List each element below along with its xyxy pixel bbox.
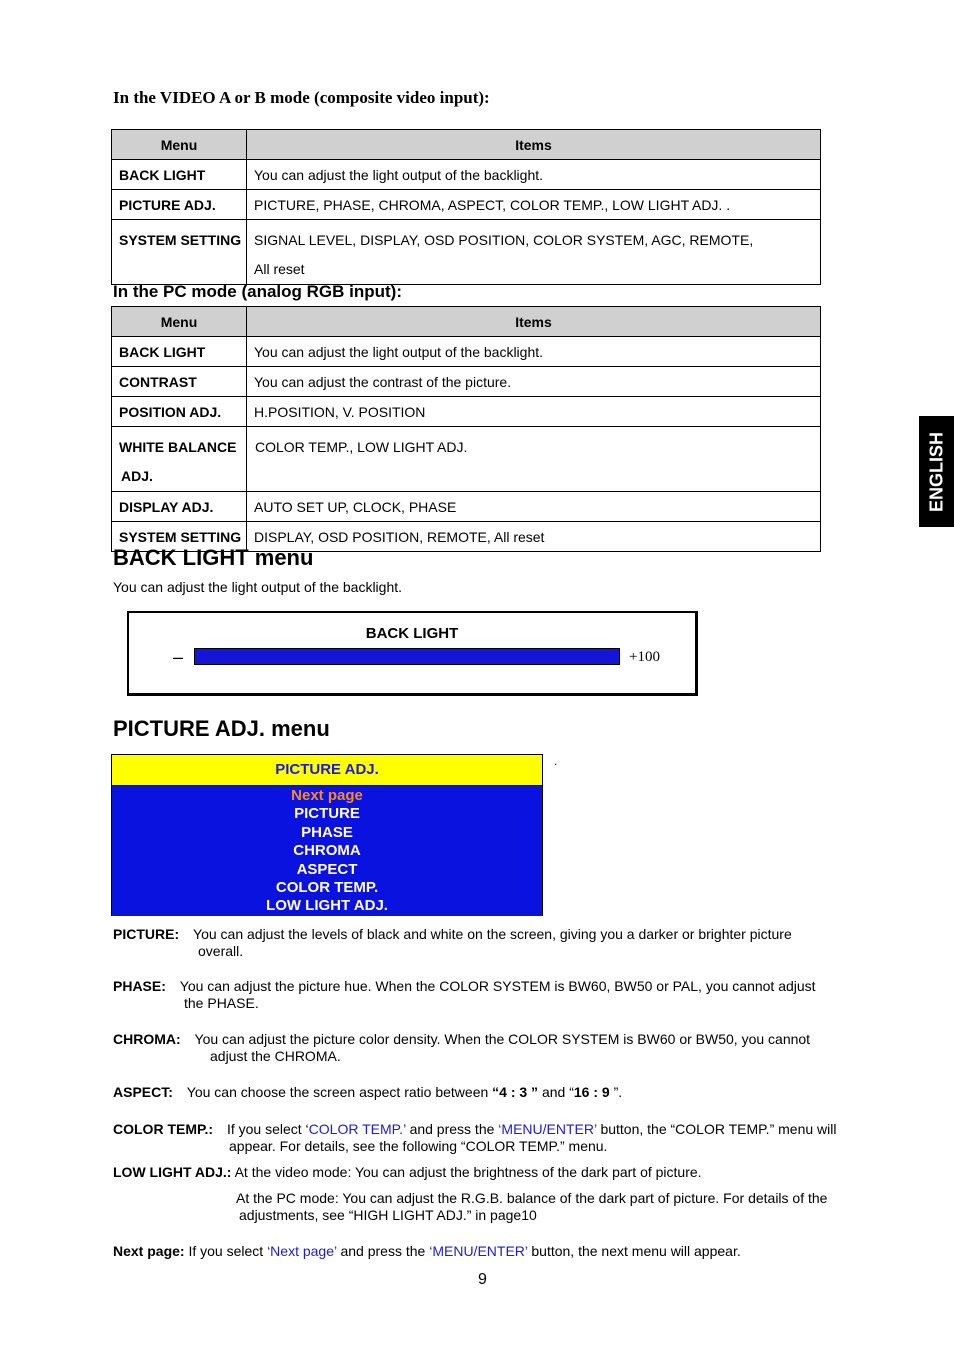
description-label: PICTURE: (113, 926, 180, 942)
description-label: Next page: (113, 1243, 185, 1259)
description-label: CHROMA: (113, 1031, 181, 1047)
menu-cell (112, 427, 247, 492)
backlight-slider[interactable] (194, 648, 620, 665)
menu-item-picture[interactable]: PICTURE (294, 805, 360, 823)
description-text: At the video mode: You can adjust the brightness of the dark part of picture. (234, 1164, 702, 1180)
description-text: and “ (541, 1084, 574, 1100)
description-text: You can adjust the picture color density. When the COLOR SYSTEM is BW60 or BW50, you cannot (194, 1031, 811, 1047)
items-cell: AUTO SET UP, CLOCK, PHASE (247, 492, 821, 522)
picture-adj-osd-list (112, 786, 542, 916)
color-temp-link: COLOR TEMP.’ (308, 1121, 406, 1137)
items-cell: You can adjust the light output of the backlight. (247, 160, 821, 190)
description-text: button, the next menu will appear. (531, 1243, 741, 1259)
menu-item-low-light-adj[interactable]: LOW LIGHT ADJ. (266, 897, 388, 915)
video-mode-table (111, 129, 821, 285)
menu-item-chroma[interactable]: CHROMA (293, 842, 361, 860)
menu-cell: SYSTEM SETTING (112, 220, 247, 285)
description-text: button, the “COLOR TEMP.” menu will (600, 1121, 837, 1137)
menu-item-aspect[interactable]: ASPECT (296, 860, 358, 878)
table-row (112, 220, 821, 285)
ratio-4-3: “4 : 3 ” (492, 1084, 539, 1100)
backlight-heading: BACK LIGHT menu (113, 545, 314, 570)
table-row (112, 367, 821, 397)
description-continuation: At the PC mode: You can adjust the R.G.B. balance of the dark part of picture. For details of the (236, 1190, 828, 1206)
table-row (112, 492, 821, 522)
table-row (112, 190, 821, 220)
minus-sign: – (173, 647, 184, 667)
next-page-description (113, 1243, 741, 1260)
backlight-osd (127, 611, 698, 696)
table-header-row (112, 130, 821, 160)
table-row (112, 337, 821, 367)
items-line: SIGNAL LEVEL, DISPLAY, OSD POSITION, COLOR SYSTEM, AGC, REMOTE, (254, 232, 754, 248)
description-text: and press the (340, 1243, 426, 1259)
chroma-description (113, 1031, 810, 1048)
column-header-items: Items (247, 307, 821, 337)
backlight-description: You can adjust the light output of the backlight. (113, 579, 403, 595)
dot-mark: . (554, 754, 558, 768)
ratio-16-9: 16 : 9 (573, 1084, 610, 1100)
picture-adj-heading: PICTURE ADJ. menu (113, 716, 330, 741)
description-text: If you select ‘ (226, 1121, 309, 1137)
backlight-slider-fill (195, 649, 619, 664)
description-label: COLOR TEMP.: (113, 1121, 214, 1137)
description-continuation: adjustments, see “HIGH LIGHT ADJ.” in page10 (239, 1207, 537, 1223)
next-page-link: ‘Next page’ (267, 1243, 337, 1259)
items-cell: COLOR TEMP., LOW LIGHT ADJ. (247, 427, 821, 492)
pc-mode-table (111, 306, 821, 552)
description-continuation: appear. For details, see the following “COLOR TEMP.” menu. (229, 1138, 608, 1154)
description-text: If you select (188, 1243, 264, 1259)
aspect-description (113, 1084, 622, 1101)
table-row (112, 160, 821, 190)
items-cell: You can adjust the light output of the backlight. (247, 337, 821, 367)
description-label: ASPECT: (113, 1084, 173, 1100)
table-header-row (112, 307, 821, 337)
picture-adj-osd-title: PICTURE ADJ. (112, 755, 542, 786)
menu-enter-link: ‘MENU/ENTER’ (498, 1121, 597, 1137)
items-cell (247, 220, 821, 285)
pc-mode-heading: In the PC mode (analog RGB input): (113, 282, 402, 301)
menu-cell: SYSTEM SETTING (112, 522, 247, 552)
language-tab (919, 416, 954, 527)
items-cell: You can adjust the contrast of the picture. (247, 367, 821, 397)
items-cell: H.POSITION, V. POSITION (247, 397, 821, 427)
menu-line: ADJ. (121, 468, 153, 484)
picture-description (113, 926, 792, 943)
table-row (112, 397, 821, 427)
backlight-osd-title: BACK LIGHT (365, 625, 459, 642)
video-mode-heading: In the VIDEO A or B mode (composite video input): (113, 88, 490, 107)
backlight-max-value: +100 (629, 649, 660, 665)
menu-cell: POSITION ADJ. (112, 397, 247, 427)
menu-cell: DISPLAY ADJ. (112, 492, 247, 522)
phase-description (113, 978, 816, 995)
table-row (112, 427, 821, 492)
low-light-description (113, 1164, 702, 1181)
page-number: 9 (478, 1271, 487, 1288)
description-continuation: adjust the CHROMA. (210, 1048, 341, 1064)
items-cell: PICTURE, PHASE, CHROMA, ASPECT, COLOR TEMP., LOW LIGHT ADJ. . (247, 190, 821, 220)
menu-cell: BACK LIGHT (112, 160, 247, 190)
description-text: ”. (613, 1084, 623, 1100)
menu-cell: PICTURE ADJ. (112, 190, 247, 220)
items-cell: DISPLAY, OSD POSITION, REMOTE, All reset (247, 522, 821, 552)
description-text: You can adjust the levels of black and white on the screen, giving you a darker or brighter picture (193, 926, 792, 942)
menu-line: WHITE BALANCE (119, 439, 237, 455)
description-text: You can choose the screen aspect ratio between (186, 1084, 489, 1100)
column-header-menu: Menu (112, 130, 247, 160)
description-continuation: the PHASE. (184, 995, 259, 1011)
description-label: LOW LIGHT ADJ.: (113, 1164, 232, 1180)
description-label: PHASE: (113, 978, 166, 994)
description-text: You can adjust the picture hue. When the COLOR SYSTEM is BW60, BW50 or PAL, you cannot adjust (179, 978, 816, 994)
language-tab-label: ENGLISH (926, 431, 946, 512)
menu-cell: BACK LIGHT (112, 337, 247, 367)
description-continuation: overall. (198, 943, 244, 959)
color-temp-description (113, 1121, 836, 1138)
menu-enter-link: ‘MENU/ENTER’ (429, 1243, 528, 1259)
items-line: All reset (254, 261, 305, 277)
menu-item-phase[interactable]: PHASE (301, 823, 353, 841)
picture-adj-osd (111, 754, 543, 916)
column-header-items: Items (247, 130, 821, 160)
menu-item-color-temp[interactable]: COLOR TEMP. (275, 879, 379, 897)
menu-cell: CONTRAST (112, 367, 247, 397)
description-text: and press the (409, 1121, 495, 1137)
column-header-menu: Menu (112, 307, 247, 337)
menu-item-next-page[interactable]: Next page (291, 787, 363, 804)
